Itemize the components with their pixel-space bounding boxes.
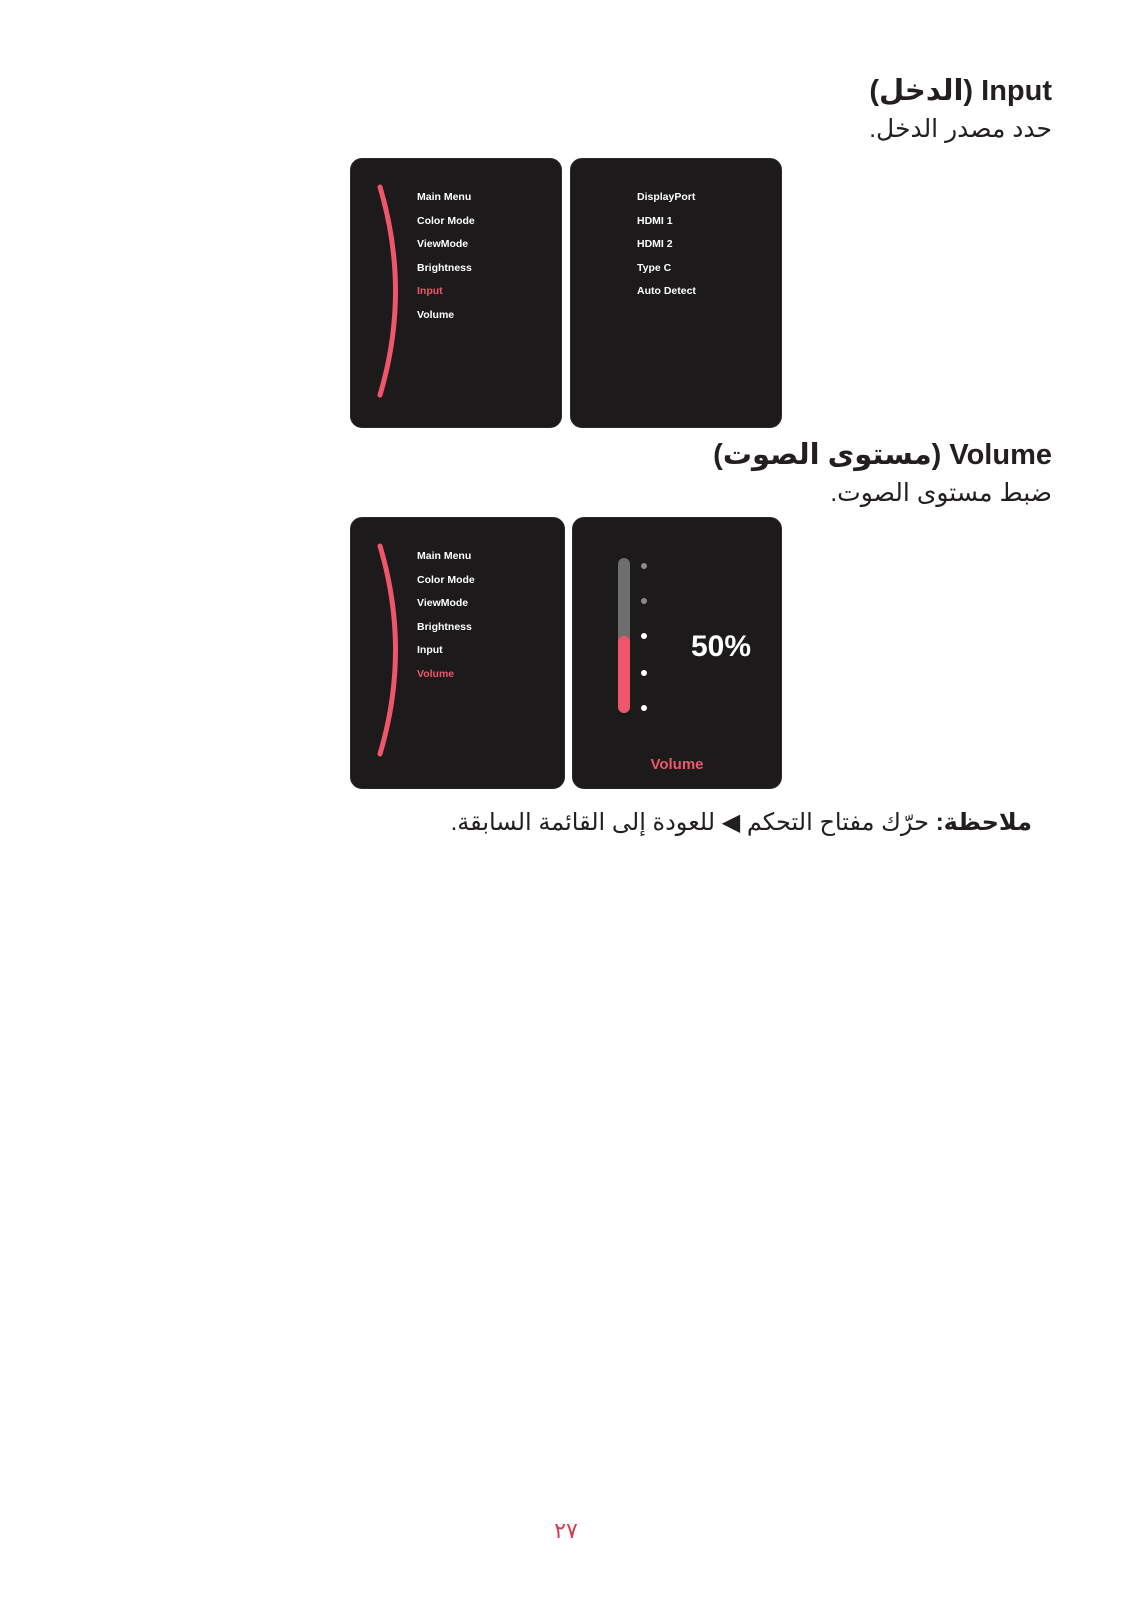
main-menu-list	[417, 548, 475, 689]
menu-arc-icon	[373, 540, 413, 760]
menu-arc-icon	[373, 181, 413, 401]
note	[451, 808, 1032, 838]
menu-item-viewmode[interactable]: ViewMode	[417, 238, 469, 250]
input-heading-en: Input	[981, 75, 1052, 107]
volume-caption: Volume	[650, 756, 704, 773]
menu-item-volume[interactable]: Volume	[417, 667, 455, 680]
input-heading	[869, 74, 1052, 108]
level-dot-icon	[641, 670, 647, 676]
menu-item-brightness[interactable]: Brightness	[417, 620, 472, 633]
osd-main-menu-panel-volume	[350, 517, 565, 789]
level-dot-icon	[641, 563, 647, 569]
osd-input-source-panel	[570, 158, 782, 428]
menu-item-input[interactable]: Input	[417, 285, 443, 297]
osd-volume-panel	[572, 517, 782, 789]
input-description: حدد مصدر الدخل.	[869, 115, 1052, 143]
source-displayport[interactable]: DisplayPort	[637, 191, 696, 203]
page-number: ٢٧	[554, 1518, 578, 1543]
main-menu-list	[417, 189, 475, 330]
menu-item-color-mode[interactable]: Color Mode	[417, 214, 475, 227]
source-hdmi-2[interactable]: HDMI 2	[637, 238, 673, 250]
menu-item-viewmode[interactable]: ViewMode	[417, 597, 469, 609]
source-auto-detect[interactable]: Auto Detect	[637, 285, 696, 297]
volume-heading	[713, 438, 1052, 472]
menu-item-brightness[interactable]: Brightness	[417, 261, 472, 274]
osd-main-menu-panel-input	[350, 158, 562, 428]
note-label: ملاحظة:	[935, 809, 1032, 836]
volume-slider-fill	[618, 636, 630, 714]
menu-item-main-menu[interactable]: Main Menu	[417, 191, 472, 203]
volume-heading-en: Volume	[949, 439, 1052, 471]
note-text: حرّك مفتاح التحكم ◀ للعودة إلى القائمة السابقة.	[450, 809, 930, 836]
volume-slider[interactable]	[618, 558, 630, 713]
input-source-list	[637, 189, 696, 307]
level-dot-icon	[641, 598, 647, 604]
source-hdmi-1[interactable]: HDMI 1	[637, 214, 673, 227]
volume-description: ضبط مستوى الصوت.	[830, 479, 1052, 507]
source-type-c[interactable]: Type C	[637, 261, 672, 274]
menu-item-color-mode[interactable]: Color Mode	[417, 573, 475, 586]
menu-item-main-menu[interactable]: Main Menu	[417, 550, 472, 562]
volume-heading-ar: (مستوى الصوت)	[713, 439, 942, 471]
level-dot-icon	[641, 705, 647, 711]
input-heading-ar: (الدخل)	[869, 75, 974, 107]
menu-item-volume[interactable]: Volume	[417, 308, 455, 321]
volume-percent: 50%	[691, 630, 752, 663]
level-dot-icon	[641, 633, 647, 639]
menu-item-input[interactable]: Input	[417, 644, 443, 656]
